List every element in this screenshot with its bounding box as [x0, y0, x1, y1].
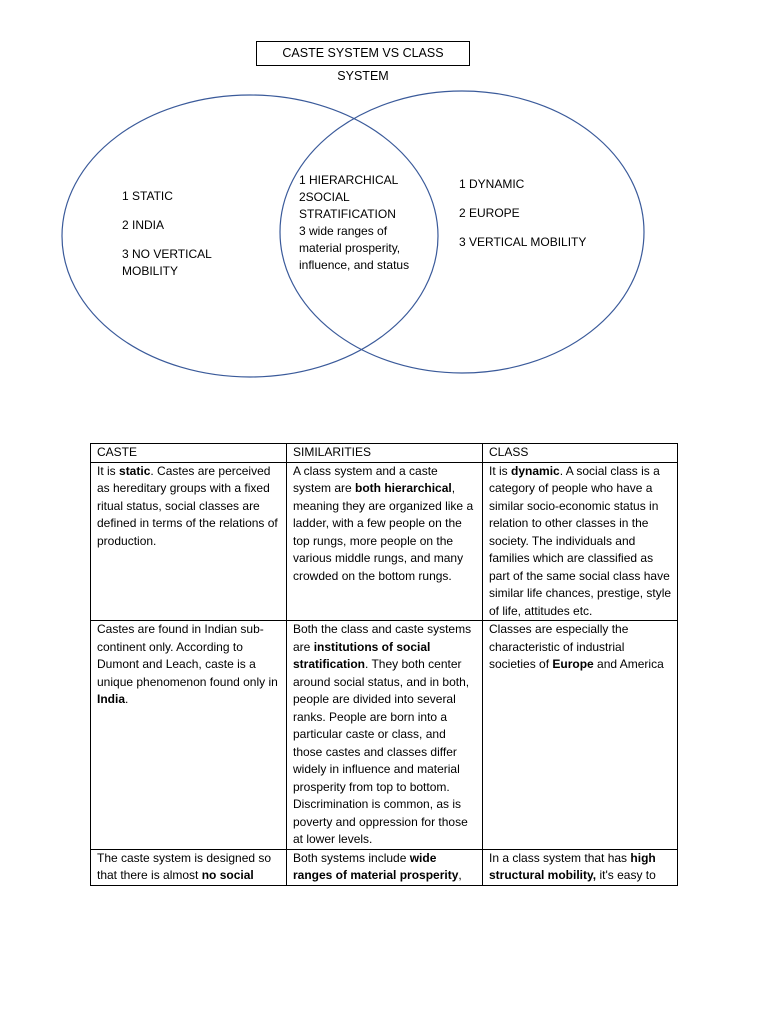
table-row: [91, 849, 678, 885]
venn-left-item: MOBILITY: [122, 264, 179, 278]
cell-text: In a class system that has: [489, 850, 631, 865]
cell-bold-text: wide ranges of material prosperity: [293, 850, 459, 882]
cell-text: . Castes are perceived as hereditary groups with a fixed ritual status, social classes are defined in terms of the relations of production.: [97, 463, 278, 548]
venn-middle-list: [299, 172, 409, 274]
cell-text: The caste system is designed so that there is almost: [97, 850, 272, 882]
venn-left-item: 3 NO VERTICAL: [122, 247, 212, 261]
venn-left-item: 2 INDIA: [122, 218, 165, 232]
cell-text: Both systems include: [293, 850, 410, 865]
table-cell-similarities: [287, 462, 483, 621]
venn-middle-item: 3 wide ranges of: [299, 224, 388, 238]
venn-middle-item: 1 HIERARCHICAL: [299, 173, 399, 187]
venn-right-list: [459, 176, 586, 251]
cell-bold-text: both hierarchical: [355, 481, 452, 495]
comparison-table: [90, 443, 678, 886]
venn-middle-item: 2SOCIAL: [299, 190, 350, 204]
cell-bold-text: India: [97, 692, 126, 706]
page-title: CASTE SYSTEM VS CLASS SYSTEM: [256, 41, 470, 66]
venn-middle-item: influence, and status: [299, 258, 410, 272]
cell-text: it's easy to: [596, 868, 656, 882]
cell-text: , meaning they are organized like a ladder, with a few people on the top rungs, more people on the various middle rungs, and many crowded on the bottom rungs.: [293, 481, 474, 583]
cell-text: Castes are found in Indian sub-continent only. According to Dumont and Leach, caste is a unique phenomenon found only in: [97, 622, 278, 689]
cell-bold-text: no social: [201, 868, 254, 882]
header-similarities: SIMILARITIES: [287, 444, 483, 463]
table-cell-caste: [91, 462, 287, 621]
cell-text: and America: [593, 657, 664, 671]
table-cell-class: [483, 462, 678, 621]
cell-bold-text: static: [119, 463, 151, 478]
cell-text: It is: [489, 463, 512, 478]
cell-text: A class system and a caste system are: [293, 463, 438, 495]
venn-left-item: 1 STATIC: [122, 189, 173, 203]
venn-right-item: 2 EUROPE: [459, 206, 520, 220]
venn-middle-item: STRATIFICATION: [299, 207, 396, 221]
cell-text: Both the class and caste systems are: [293, 622, 472, 654]
table-row: [91, 621, 678, 850]
cell-text: . They both center around social status, and in both, people are divided into several ranks. People are born into a particular caste or class, and those castes and classes differ widely in influence and material prosperity from top to bottom. Discrimination is common, as is poverty and oppression for those at lower levels.: [293, 657, 470, 846]
table-cell-caste: [91, 621, 287, 850]
cell-bold-text: high structural mobility,: [489, 850, 656, 882]
cell-text: It is: [97, 463, 120, 478]
venn-left-list: [122, 188, 212, 280]
venn-right-item: 1 DYNAMIC: [459, 177, 525, 191]
cell-bold-text: Europe: [552, 657, 594, 671]
cell-text: .: [125, 692, 129, 706]
venn-right-item: 3 VERTICAL MOBILITY: [459, 235, 587, 249]
table-cell-similarities: [287, 849, 483, 885]
cell-text: ,: [458, 868, 462, 882]
cell-bold-text: institutions of social stratification: [293, 639, 431, 671]
table-row: [91, 462, 678, 621]
cell-text: Classes are especially the characteristic of industrial societies of: [489, 622, 629, 671]
table-header-row: [91, 444, 678, 463]
table-cell-caste: [91, 849, 287, 885]
header-caste: CASTE: [91, 444, 287, 463]
table-cell-class: [483, 849, 678, 885]
venn-middle-item: material prosperity,: [299, 241, 401, 255]
table-cell-similarities: [287, 621, 483, 850]
cell-bold-text: dynamic: [511, 463, 560, 478]
header-class: CLASS: [483, 444, 678, 463]
table-cell-class: [483, 621, 678, 850]
cell-text: . A social class is a category of people who have a similar socio-economic status in relation to other classes in the society. The individuals and families which are classified as part of the same social class have similar life chances, prestige, style of life, attitudes etc.: [489, 463, 672, 618]
